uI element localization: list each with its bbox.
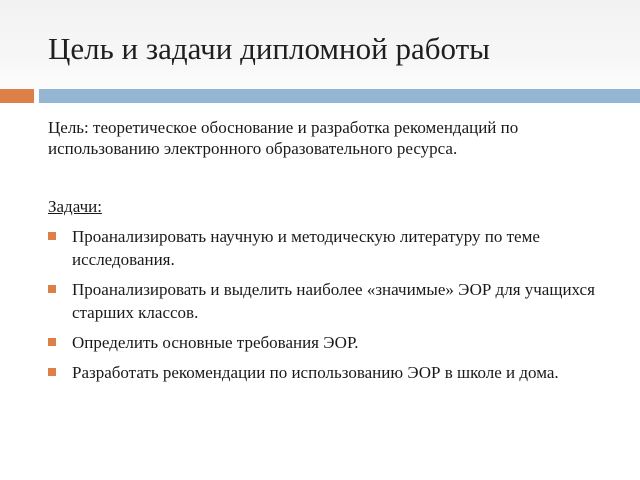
tasks-heading: Задачи:: [48, 197, 102, 216]
slide-title: Цель и задачи дипломной работы: [48, 31, 490, 66]
accent-bar-orange: [0, 89, 34, 103]
square-bullet-icon: [48, 285, 56, 293]
task-text: Разработать рекомендации по использованию ЭОР в школе и дома.: [72, 363, 559, 382]
square-bullet-icon: [48, 368, 56, 376]
square-bullet-icon: [48, 232, 56, 240]
goal-paragraph: Цель: теоретическое обоснование и разработка рекомендаций по использованию электронного образовательного ресурса.: [48, 118, 519, 158]
task-item: [48, 331, 618, 354]
task-text: Проанализировать и выделить наиболее «значимые» ЭОР для учащихся старших классов.: [72, 280, 595, 322]
slide-content: [48, 117, 618, 391]
task-item: [48, 278, 618, 324]
task-item: [48, 361, 618, 384]
task-text: Проанализировать научную и методическую литературу по теме исследования.: [72, 227, 540, 269]
square-bullet-icon: [48, 338, 56, 346]
task-item: [48, 225, 618, 271]
task-text: Определить основные требования ЭОР.: [72, 333, 359, 352]
accent-bar-blue: [39, 89, 640, 103]
tasks-list: [48, 225, 618, 384]
